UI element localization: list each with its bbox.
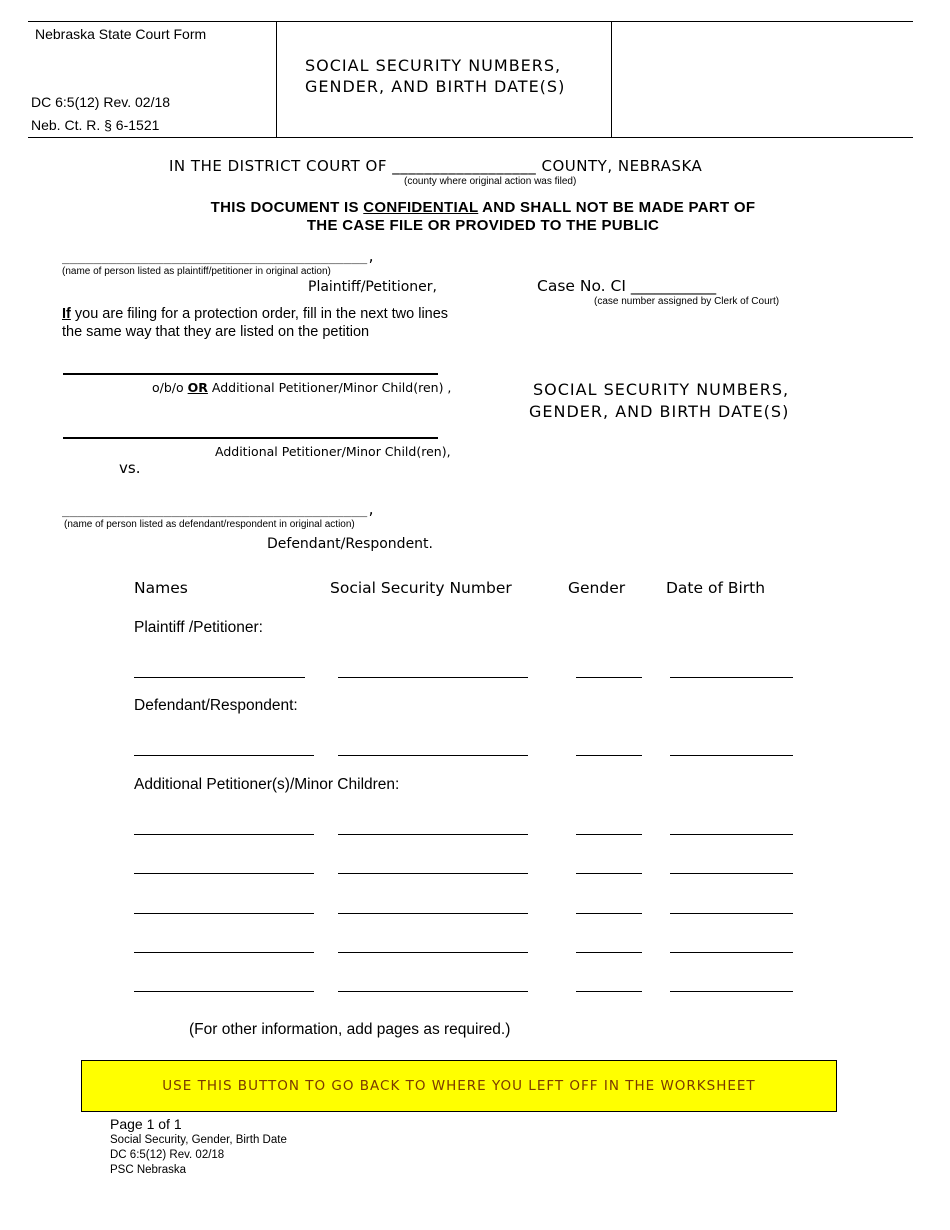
confidential-line1: THIS DOCUMENT IS CONFIDENTIAL AND SHALL NOT BE MADE PART OF bbox=[210, 199, 756, 216]
additional-petitioner-label: Additional Petitioner/Minor Child(ren), bbox=[215, 444, 451, 459]
additional-name-input[interactable] bbox=[134, 913, 314, 914]
footer-line2: DC 6:5(12) Rev. 02/18 bbox=[110, 1149, 225, 1161]
header-bottom-border bbox=[28, 137, 913, 138]
defendant-dob-input[interactable] bbox=[670, 755, 793, 756]
case-number bbox=[537, 277, 716, 295]
additional-ssn-input[interactable] bbox=[338, 873, 528, 874]
defendant-name-input[interactable] bbox=[134, 755, 314, 756]
additional-name-input[interactable] bbox=[134, 834, 314, 835]
section-defendant: Defendant/Respondent: bbox=[134, 697, 298, 714]
additional-gender-input[interactable] bbox=[576, 873, 642, 874]
back-to-worksheet-button[interactable]: USE THIS BUTTON TO GO BACK TO WHERE YOU LEFT OFF IN THE WORKSHEET bbox=[81, 1060, 837, 1112]
form-source: Nebraska State Court Form bbox=[35, 26, 207, 42]
right-title-line2: GENDER, AND BIRTH DATE(S) bbox=[529, 402, 790, 421]
additional-dob-input[interactable] bbox=[670, 952, 793, 953]
additional-dob-input[interactable] bbox=[670, 834, 793, 835]
court-prefix: IN THE DISTRICT COURT OF bbox=[169, 157, 387, 175]
plaintiff-gender-input[interactable] bbox=[576, 677, 642, 678]
form-number: DC 6:5(12) Rev. 02/18 bbox=[31, 94, 171, 110]
protection-instructions-line2: the same way that they are listed on the petition bbox=[62, 324, 370, 340]
additional-dob-input[interactable] bbox=[670, 991, 793, 992]
additional-ssn-input[interactable] bbox=[338, 991, 528, 992]
page-number: Page 1 of 1 bbox=[110, 1116, 182, 1132]
additional-gender-input[interactable] bbox=[576, 913, 642, 914]
additional-gender-input[interactable] bbox=[576, 834, 642, 835]
defendant-name-field[interactable]: _______________________________________, bbox=[62, 503, 376, 518]
court-suffix: COUNTY, NEBRASKA bbox=[541, 157, 703, 175]
additional-gender-input[interactable] bbox=[576, 991, 642, 992]
col-header-dob: Date of Birth bbox=[666, 579, 766, 597]
additional-name-input[interactable] bbox=[134, 873, 314, 874]
header-title-line1: SOCIAL SECURITY NUMBERS, bbox=[305, 56, 562, 75]
county-blank[interactable]: __________________ bbox=[392, 157, 537, 175]
section-additional: Additional Petitioner(s)/Minor Children: bbox=[134, 776, 400, 793]
right-title-line1: SOCIAL SECURITY NUMBERS, bbox=[533, 380, 790, 399]
defendant-ssn-input[interactable] bbox=[338, 755, 528, 756]
case-number-hint: (case number assigned by Clerk of Court) bbox=[594, 296, 780, 307]
col-header-ssn: Social Security Number bbox=[330, 579, 512, 597]
additional-pages-note: (For other information, add pages as required.) bbox=[189, 1021, 511, 1038]
footer-line3: PSC Nebraska bbox=[110, 1164, 187, 1176]
confidential-emphasis: CONFIDENTIAL bbox=[363, 199, 479, 216]
case-number-field[interactable]: ___________ bbox=[630, 277, 717, 295]
court-rule: Neb. Ct. R. § 6-1521 bbox=[31, 117, 160, 133]
additional-ssn-input[interactable] bbox=[338, 834, 528, 835]
col-header-names: Names bbox=[134, 579, 188, 597]
plaintiff-name-input[interactable] bbox=[134, 677, 305, 678]
plaintiff-name-field[interactable]: _______________________________________, bbox=[62, 250, 376, 265]
additional-ssn-input[interactable] bbox=[338, 913, 528, 914]
header-top-border bbox=[28, 21, 913, 22]
additional-petitioner-field[interactable] bbox=[63, 437, 438, 439]
case-number-label: Case No. CI bbox=[537, 277, 626, 295]
plaintiff-label: Plaintiff/Petitioner, bbox=[308, 279, 437, 295]
additional-name-input[interactable] bbox=[134, 991, 314, 992]
additional-dob-input[interactable] bbox=[670, 873, 793, 874]
county-hint: (county where original action was filed) bbox=[404, 176, 577, 187]
additional-gender-input[interactable] bbox=[576, 952, 642, 953]
plaintiff-hint: (name of person listed as plaintiff/petitioner in original action) bbox=[62, 266, 331, 277]
col-header-gender: Gender bbox=[568, 579, 626, 597]
plaintiff-dob-input[interactable] bbox=[670, 677, 793, 678]
obo-label: o/b/o OR Additional Petitioner/Minor Child(ren) , bbox=[152, 380, 452, 395]
header-title-line2: GENDER, AND BIRTH DATE(S) bbox=[305, 77, 566, 96]
obo-name-field[interactable] bbox=[63, 373, 438, 375]
plaintiff-ssn-input[interactable] bbox=[338, 677, 528, 678]
defendant-label: Defendant/Respondent. bbox=[267, 536, 433, 552]
defendant-gender-input[interactable] bbox=[576, 755, 642, 756]
additional-dob-input[interactable] bbox=[670, 913, 793, 914]
additional-ssn-input[interactable] bbox=[338, 952, 528, 953]
defendant-hint: (name of person listed as defendant/respondent in original action) bbox=[64, 519, 355, 530]
confidential-line2: THE CASE FILE OR PROVIDED TO THE PUBLIC bbox=[306, 217, 660, 234]
versus: vs. bbox=[119, 459, 141, 477]
additional-name-input[interactable] bbox=[134, 952, 314, 953]
protection-instructions-line1: If you are filing for a protection order, fill in the next two lines bbox=[62, 306, 449, 322]
header-divider-left bbox=[276, 21, 277, 138]
section-plaintiff: Plaintiff /Petitioner: bbox=[134, 619, 263, 636]
court-line bbox=[169, 157, 702, 175]
header-divider-right bbox=[611, 21, 612, 138]
footer-line1: Social Security, Gender, Birth Date bbox=[110, 1134, 287, 1146]
